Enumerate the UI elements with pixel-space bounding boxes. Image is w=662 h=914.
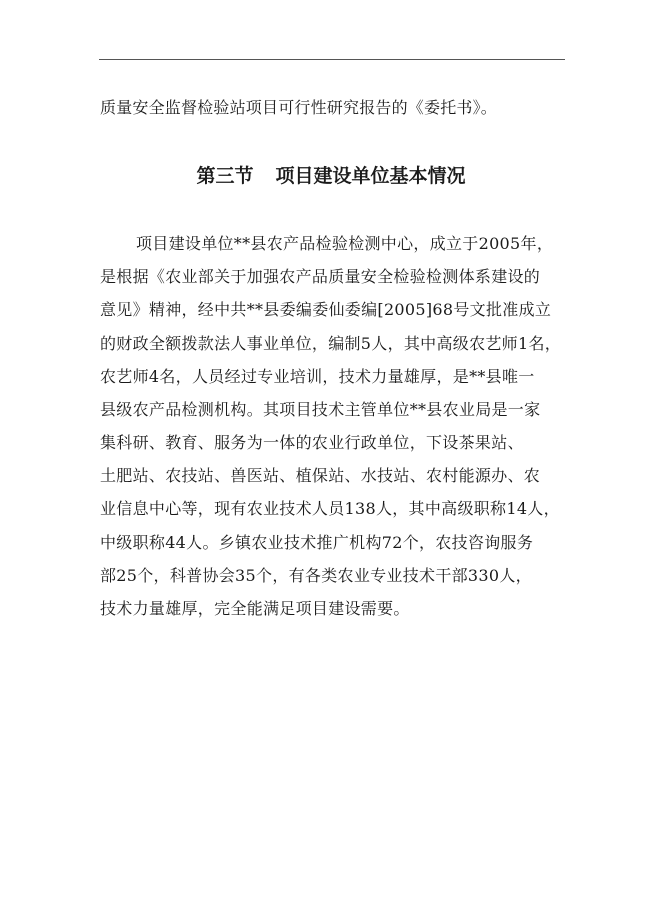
paragraph-line: 业信息中心等，现有农业技术人员138人，其中高级职称14人， [100,499,560,518]
paragraph-line: 部25个，科普协会35个，有各类农业专业技术干部330人， [100,566,532,585]
paragraph-line: 的财政全额拨款法人事业单位，编制5人，其中高级农艺师1名， [100,334,562,353]
paragraph-line: 土肥站、农技站、兽医站、植保站、水技站、农村能源办、农 [100,466,541,485]
paragraph-line: 集科研、教育、服务为一体的农业行政单位，下设茶果站、 [100,433,524,452]
paragraph-line: 意见》精神，经中共**县委编委仙委编[2005]68号文批准成立 [100,300,552,319]
section-heading [0,162,662,190]
paragraph-line: 中级职称44人。乡镇农业技术推广机构72个，农技咨询服务 [100,533,534,552]
carry-over-line: 质量安全监督检验站项目可行性研究报告的《委托书》。 [100,98,498,117]
paragraph-line: 县级农产品检测机构。其项目技术主管单位**县农业局是一家 [100,400,541,419]
section-number: 第三节 [196,165,254,187]
paragraph-line: 是根据《农业部关于加强农产品质量安全检验检测体系建设的 [100,267,541,286]
section-title: 项目建设单位基本情况 [275,165,466,187]
paragraph-line: 技术力量雄厚，完全能满足项目建设需要。 [100,599,410,618]
paragraph-line: 项目建设单位**县农产品检验检测中心，成立于2005年， [136,234,554,253]
header-rule [99,59,565,60]
paragraph-line: 农艺师4名，人员经过专业培训，技术力量雄厚，是**县唯一 [100,367,535,386]
